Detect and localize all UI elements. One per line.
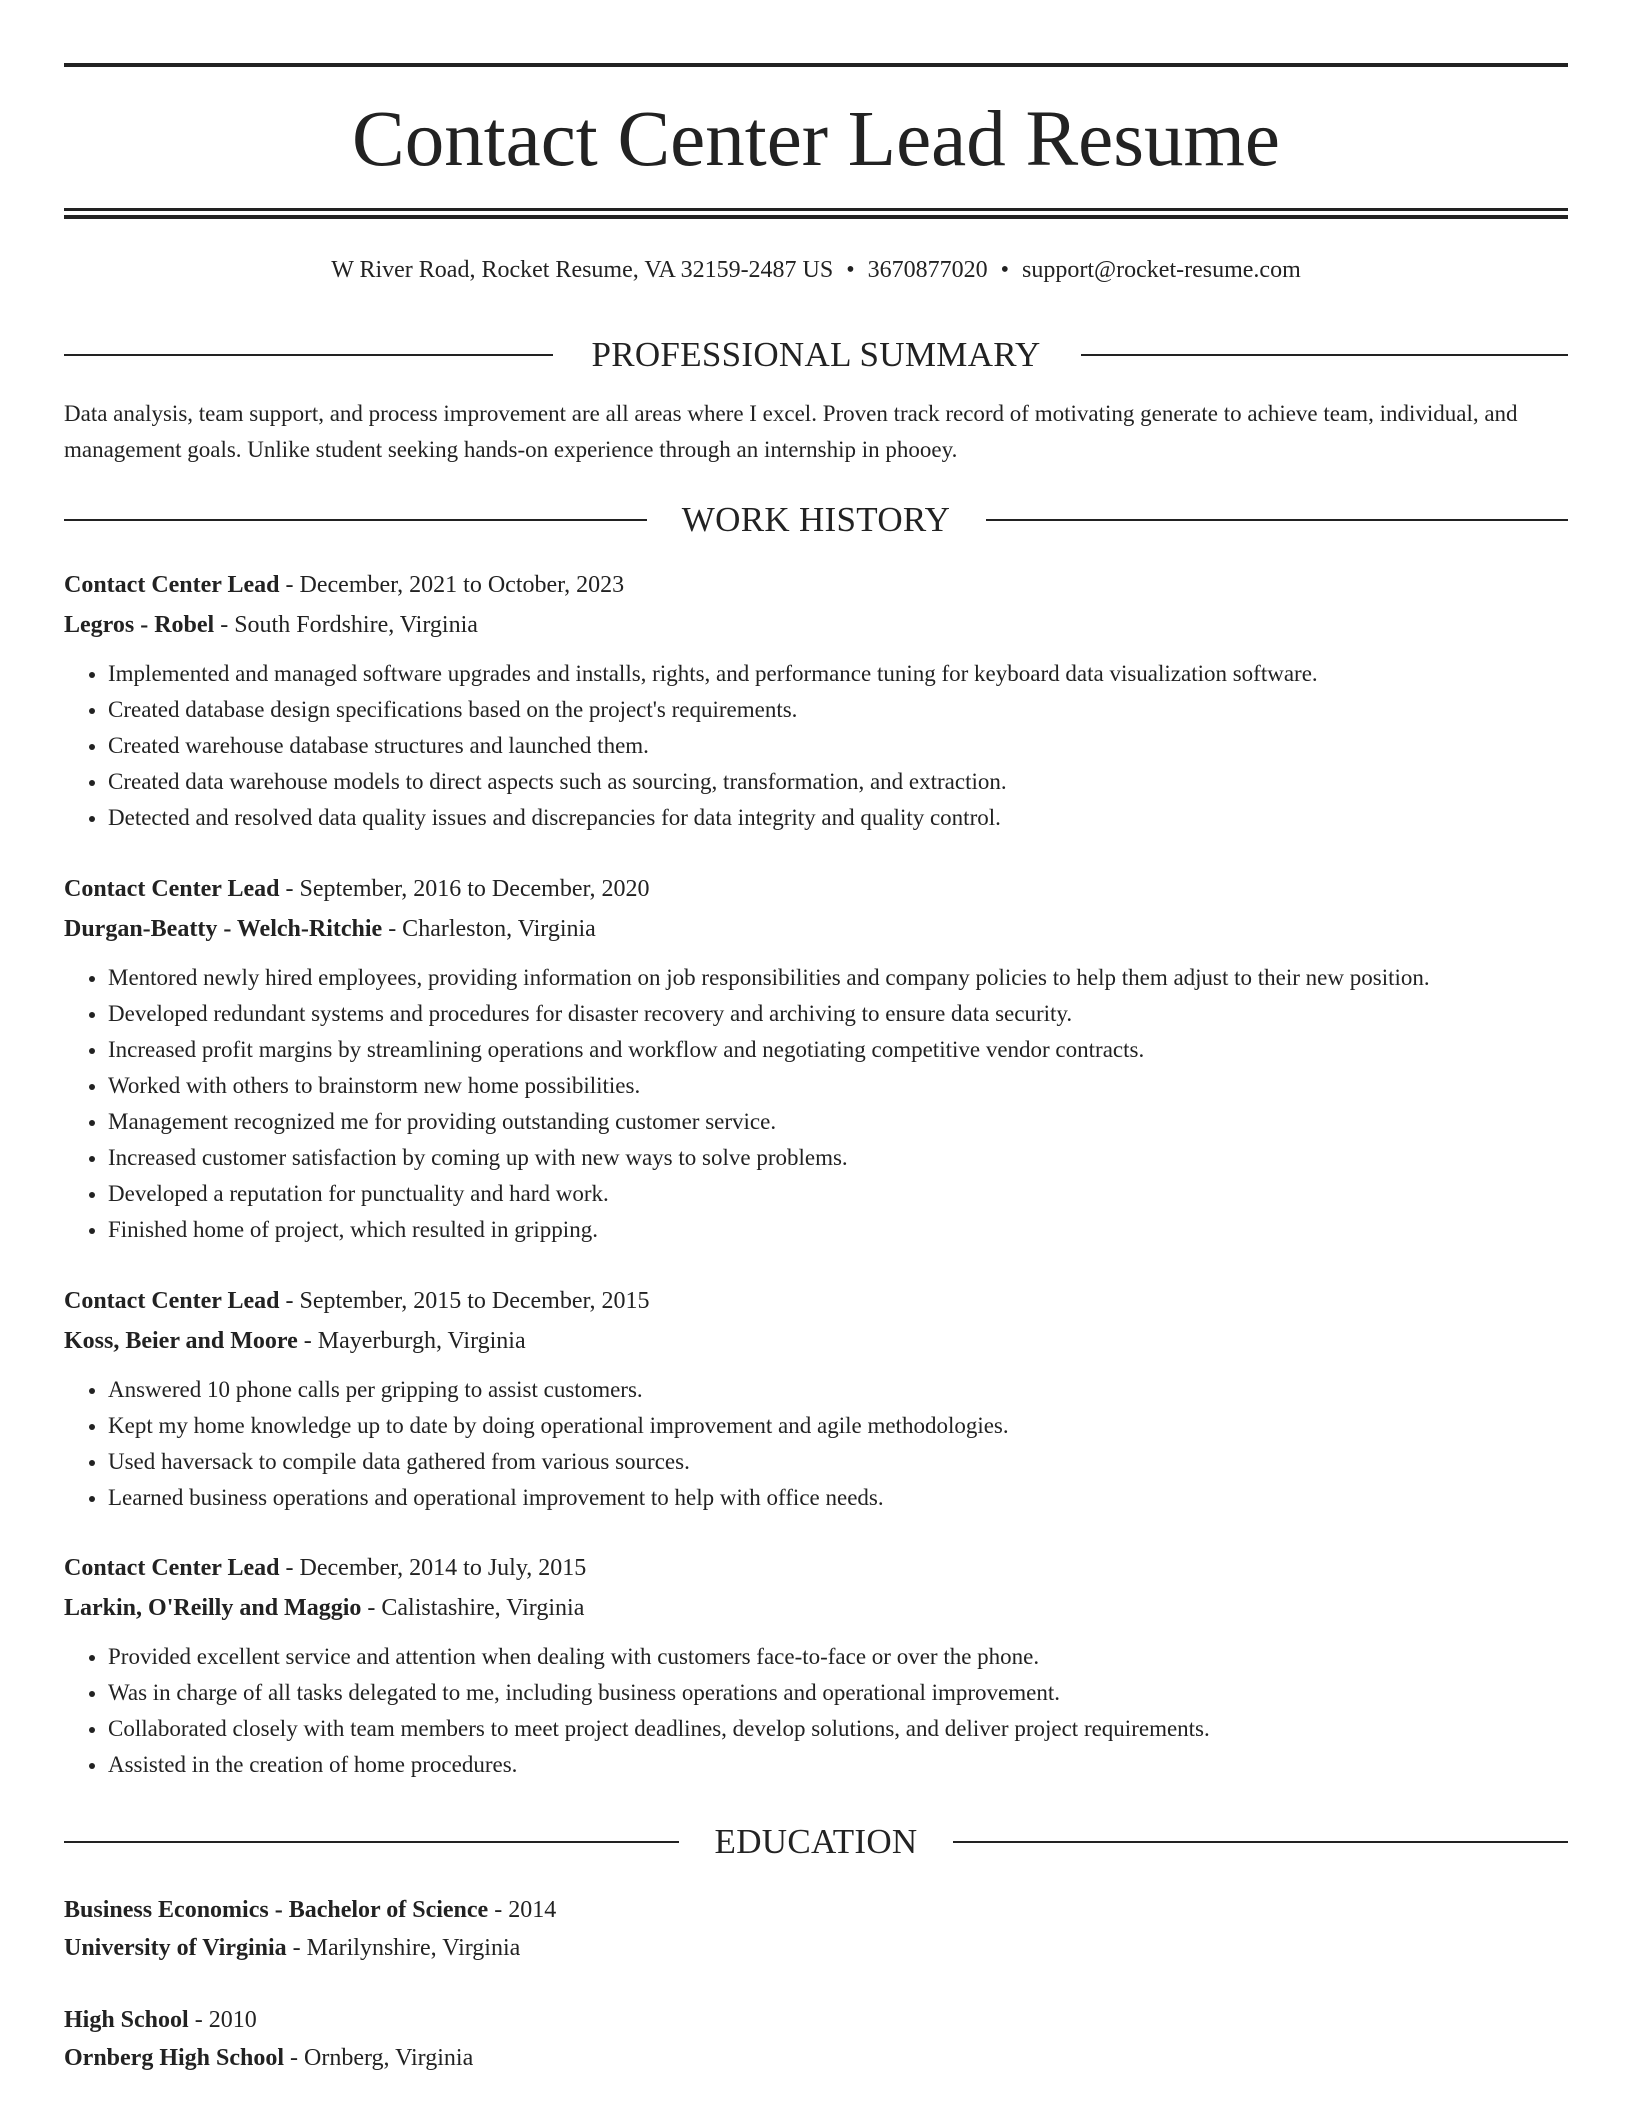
section-heading-summary — [64, 335, 1568, 375]
job-title-line — [64, 1549, 1568, 1587]
job-bullet: • Worked with others to brainstorm new home possibilities. — [108, 1068, 1568, 1104]
job-entry — [64, 1282, 1568, 1516]
job-bullet: • Provided excellent service and attention when dealing with customers face-to-face or over the phone. — [108, 1639, 1568, 1675]
contact-phone: 3670877020 — [867, 257, 988, 283]
job-location: - Charleston, Virginia — [382, 916, 596, 942]
job-bullet: • Kept my home knowledge up to date by doing operational improvement and agile methodologies. — [108, 1408, 1568, 1444]
job-bullet: • Created warehouse database structures and launched them. — [108, 728, 1568, 764]
job-title: Contact Center Lead — [64, 876, 280, 902]
job-dates: - December, 2021 to October, 2023 — [279, 572, 625, 598]
job-title-line — [64, 1282, 1568, 1320]
contact-address: W River Road, Rocket Resume, VA 32159-2487 US — [331, 257, 834, 283]
job-title: Contact Center Lead — [64, 1555, 280, 1581]
job-entry — [64, 1549, 1568, 1783]
contact-line — [64, 254, 1568, 286]
job-bullets — [64, 656, 1568, 836]
education-degree: High School — [64, 2007, 189, 2033]
title-double-rule — [64, 208, 1568, 219]
job-bullet: • Increased profit margins by streamlining operations and workflow and negotiating competitive vendor contracts. — [108, 1032, 1568, 1068]
job-company: Legros - Robel — [64, 612, 215, 638]
top-rule — [64, 63, 1568, 67]
section-heading-education — [64, 1822, 1568, 1862]
job-bullet: • Mentored newly hired employees, providing information on job responsibilities and company policies to help them adjust to their new position. — [108, 960, 1568, 996]
education-school: University of Virginia — [64, 1935, 287, 1961]
job-company: Larkin, O'Reilly and Maggio — [64, 1595, 362, 1621]
job-company-line — [64, 1589, 1568, 1627]
resume-title: Contact Center Lead Resume — [352, 96, 1280, 183]
contact-separator: • — [1000, 257, 1010, 283]
education-location: - Ornberg, Virginia — [284, 2045, 474, 2071]
education-year: - 2014 — [488, 1897, 557, 1923]
education-entry — [64, 2001, 1568, 2077]
job-company-line — [64, 606, 1568, 644]
education-school: Ornberg High School — [64, 2045, 285, 2071]
job-bullet: • Created database design specifications based on the project's requirements. — [108, 692, 1568, 728]
heading-text: EDUCATION — [714, 1822, 918, 1861]
job-bullet: • Developed redundant systems and procedures for disaster recovery and archiving to ensure data security. — [108, 996, 1568, 1032]
job-bullet: • Developed a reputation for punctuality and hard work. — [108, 1176, 1568, 1212]
education-entry — [64, 1891, 1568, 1967]
job-company-line — [64, 910, 1568, 948]
job-bullets — [64, 1372, 1568, 1516]
contact-separator: • — [846, 257, 855, 283]
job-bullet: • Learned business operations and operational improvement to help with office needs. — [108, 1480, 1568, 1516]
education-school-line — [64, 2039, 1568, 2077]
job-bullet: • Implemented and managed software upgrades and installs, rights, and performance tuning for keyboard data visualization software. — [108, 656, 1568, 692]
job-bullet: • Used haversack to compile data gathered from various sources. — [108, 1444, 1568, 1480]
job-location: - South Fordshire, Virginia — [214, 612, 478, 638]
job-bullet: • Management recognized me for providing outstanding customer service. — [108, 1104, 1568, 1140]
heading-text: PROFESSIONAL SUMMARY — [591, 335, 1041, 374]
job-company: Koss, Beier and Moore — [64, 1328, 298, 1354]
job-title-line — [64, 870, 1568, 908]
job-bullet: • Collaborated closely with team members to meet project deadlines, develop solutions, and deliver project requirements. — [108, 1711, 1568, 1747]
job-dates: - September, 2016 to December, 2020 — [279, 876, 650, 902]
job-dates: - December, 2014 to July, 2015 — [279, 1555, 587, 1581]
job-bullet: • Increased customer satisfaction by coming up with new ways to solve problems. — [108, 1140, 1568, 1176]
job-bullet: • Was in charge of all tasks delegated to me, including business operations and operational improvement. — [108, 1675, 1568, 1711]
job-company-line — [64, 1322, 1568, 1360]
job-entry — [64, 870, 1568, 1248]
job-bullets — [64, 1639, 1568, 1783]
education-location: - Marilynshire, Virginia — [286, 1935, 521, 1961]
job-title: Contact Center Lead — [64, 572, 280, 598]
education-degree-line — [64, 2001, 1568, 2039]
job-bullet: • Created data warehouse models to direct aspects such as sourcing, transformation, and extraction. — [108, 764, 1568, 800]
job-bullets — [64, 960, 1568, 1248]
contact-email: support@rocket-resume.com — [1022, 257, 1301, 283]
job-dates: - September, 2015 to December, 2015 — [279, 1288, 650, 1314]
education-school-line — [64, 1929, 1568, 1967]
education-degree: Business Economics - Bachelor of Science — [64, 1897, 489, 1923]
job-entry — [64, 566, 1568, 836]
section-heading-work-history — [64, 500, 1568, 540]
job-company: Durgan-Beatty - Welch-Ritchie — [64, 916, 383, 942]
job-bullet: • Assisted in the creation of home procedures. — [108, 1747, 1568, 1783]
education-degree-line — [64, 1891, 1568, 1929]
summary-paragraph: Data analysis, team support, and process improvement are all areas where I excel. Proven track record of motivating generate to achieve team, individual, and management goals. Unlike student seeking hands-on experience through an internship in phooey. — [64, 401, 1518, 462]
job-bullet: • Finished home of project, which resulted in gripping. — [108, 1212, 1568, 1248]
job-location: - Mayerburgh, Virginia — [297, 1328, 526, 1354]
heading-text: WORK HISTORY — [681, 500, 951, 539]
job-title-line — [64, 566, 1568, 604]
job-bullet: • Answered 10 phone calls per gripping to assist customers. — [108, 1372, 1568, 1408]
job-location: - Calistashire, Virginia — [361, 1595, 585, 1621]
job-bullet: • Detected and resolved data quality issues and discrepancies for data integrity and quality control. — [108, 800, 1568, 836]
education-year: - 2010 — [188, 2007, 257, 2033]
job-title: Contact Center Lead — [64, 1288, 280, 1314]
